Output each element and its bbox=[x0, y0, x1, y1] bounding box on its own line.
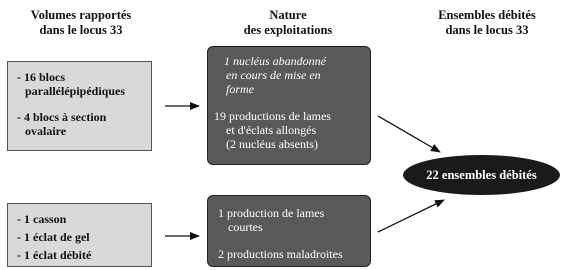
volumes-bottom-line1: - 1 casson bbox=[17, 212, 67, 226]
volumes-top-line4: ovalaire bbox=[25, 124, 67, 138]
exploitation-top-italic-line2: en cours de mise en bbox=[226, 68, 321, 82]
exploitation-top-italic-line1: 1 nucléus abandonné bbox=[224, 54, 326, 68]
arrow-exploitation-top-to-result bbox=[378, 116, 440, 152]
header-ensembles-line1: Ensembles débités bbox=[438, 8, 536, 22]
volumes-top-line2: parallélépipédiques bbox=[25, 84, 126, 98]
header-volumes-line1: Volumes rapportés bbox=[30, 8, 132, 22]
arrow-exploitation-bottom-to-result bbox=[378, 200, 444, 232]
header-nature-line2: des exploitations bbox=[243, 23, 333, 37]
exploitation-top-regular-line3: (2 nucléus absents) bbox=[226, 137, 318, 151]
header-ensembles-line2: dans le locus 33 bbox=[445, 23, 529, 37]
exploitation-top-regular-line2: et d'éclats allongés bbox=[226, 123, 317, 137]
volumes-bottom-line3: - 1 éclat débité bbox=[17, 248, 92, 262]
volumes-top-line3: - 4 blocs à section bbox=[17, 110, 107, 124]
header-volumes-line2: dans le locus 33 bbox=[39, 23, 123, 37]
volumes-bottom-line2: - 1 éclat de gel bbox=[17, 230, 90, 244]
volumes-top-line1: - 16 blocs bbox=[17, 70, 65, 84]
result-label: 22 ensembles débités bbox=[426, 167, 537, 182]
exploitation-bottom-line3: 2 productions maladroites bbox=[218, 247, 343, 261]
exploitation-top-italic-line3: forme bbox=[226, 82, 254, 96]
exploitation-bottom-line1: 1 production de lames bbox=[218, 206, 325, 220]
exploitation-bottom-line2: courtes bbox=[228, 220, 263, 234]
exploitation-top-regular-line1: 19 productions de lames bbox=[214, 109, 331, 123]
header-nature-line1: Nature bbox=[269, 8, 307, 22]
